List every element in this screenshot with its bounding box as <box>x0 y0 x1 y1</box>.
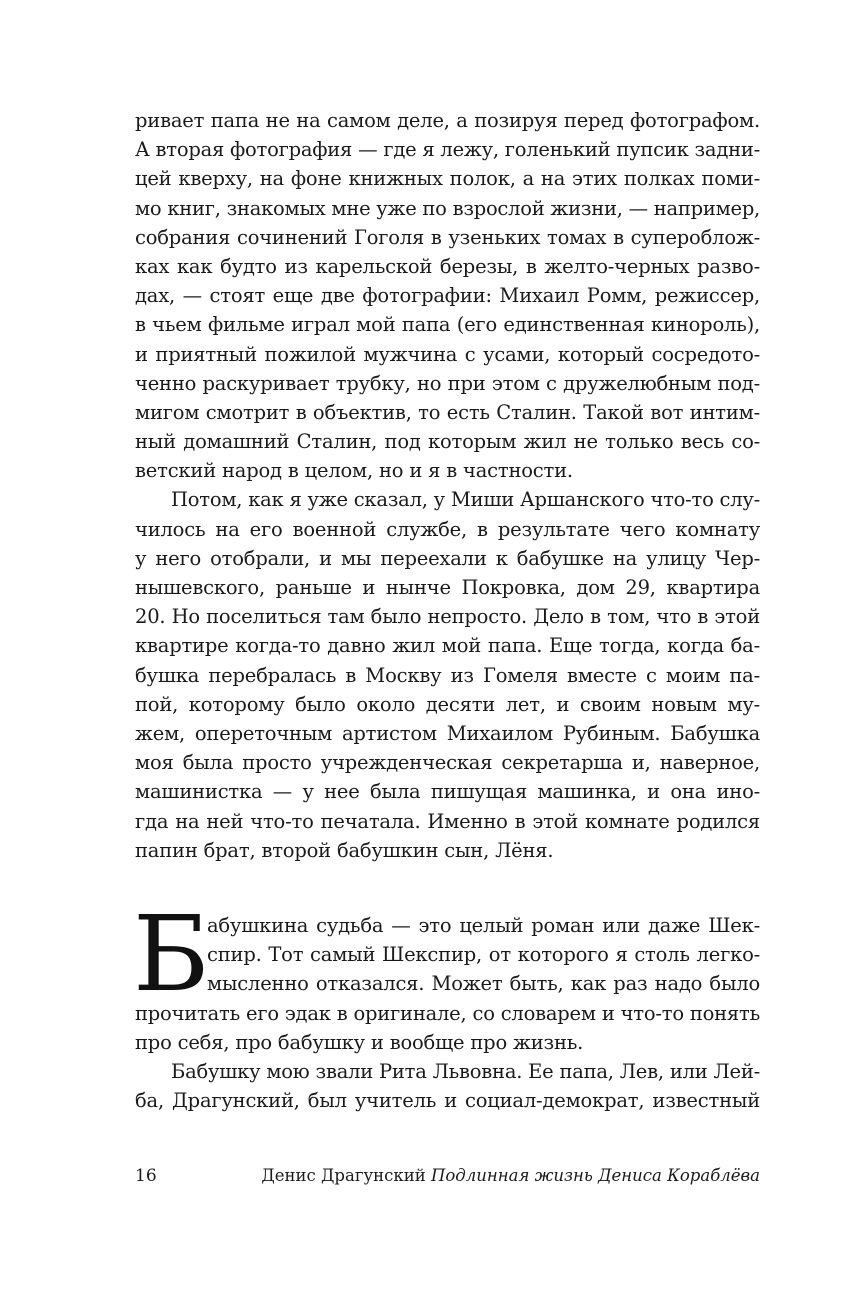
text-line: пой, которому было около десяти лет, и своим новым му- <box>135 692 760 716</box>
running-footer <box>261 1163 760 1189</box>
footer-book-title: Подлинная жизнь Дениса Кораблёва <box>430 1166 760 1185</box>
text-line: у него отобрали, и мы переехали к бабушке на улицу Чер- <box>135 546 760 570</box>
text-line: нышевского, раньше и нынче Покровка, дом 29, квартира <box>135 576 760 599</box>
text-line: папин брат, второй бабушкин сын, Лёня. <box>135 838 554 862</box>
text-line: в чьем фильме играл мой папа (его единственная кинороль), <box>135 313 760 337</box>
footer-author: Денис Драгунский <box>261 1166 426 1185</box>
text-line: цей кверху, на фоне книжных полок, а на этих полках поми- <box>135 167 760 191</box>
text-block-2 <box>135 911 760 1115</box>
text-line: ба, Драгунский, был учитель и социал-демократ, известный <box>135 1089 760 1113</box>
text-line: квартире когда-то давно жил мой папа. Еще тогда, когда ба- <box>135 634 760 658</box>
text-line: дах, — стоят еще две фотографии: Михаил Ромм, режиссер, <box>135 284 760 308</box>
drop-cap: Б <box>133 893 210 1015</box>
text-line: мо книг, знакомых мне уже по взрослой жизни, — например, <box>135 196 760 220</box>
page-number: 16 <box>135 1166 157 1186</box>
text-line: 20. Но поселиться там было непросто. Дело в том, что в этой <box>135 605 760 629</box>
text-line: мысленно отказался. Может быть, как раз надо было <box>207 972 760 996</box>
text-line: ривает папа не на самом деле, а позируя перед фотографом. <box>135 109 760 132</box>
text-line: бушка перебралась в Москву из Гомеля вместе с моим па- <box>135 663 760 687</box>
text-line: и приятный пожилой мужчина с усами, который сосредото- <box>135 342 760 366</box>
text-line: собрания сочинений Гоголя в узеньких томах в супероблож- <box>135 225 760 249</box>
text-line: машинистка — у нее была пишущая машинка, и она ино- <box>135 780 760 804</box>
text-line: Потом, как я уже сказал, у Миши Аршанского что-то слу- <box>171 488 760 512</box>
text-line: про себя, про бабушку и вообще про жизнь. <box>135 1030 584 1054</box>
text-line: жем, опереточным артистом Михаилом Рубиным. Бабушка <box>135 721 760 745</box>
text-line: Бабушку мою звали Рита Львовна. Ее папа, Лев, или Лей- <box>171 1059 760 1083</box>
page-footer <box>135 1163 760 1189</box>
text-line: абушкина судьба — это целый роман или даже Шек- <box>207 914 760 937</box>
text-block-1 <box>135 106 760 865</box>
text-line: гда на ней что-то печатала. Именно в этой комнате родился <box>135 809 760 833</box>
text-line: А вторая фотография — где я лежу, голенький пупсик задни- <box>135 138 760 162</box>
text-line: ках как будто из карельской березы, в желто-черных разво- <box>135 254 760 278</box>
text-line: мигом смотрит в объектив, то есть Сталин. Такой вот интим- <box>135 400 760 424</box>
text-line: ный домашний Сталин, под которым жил не только весь со- <box>135 430 760 454</box>
text-line: спир. Тот самый Шекспир, от которого я столь легко- <box>207 943 760 967</box>
text-line: чилось на его военной службе, в результате чего комнату <box>135 517 760 541</box>
text-line: ченно раскуривает трубку, но при этом с дружелюбным под- <box>135 371 760 395</box>
text-line: ветский народ в целом, но и я в частности. <box>135 459 573 483</box>
text-line: прочитать его эдак в оригинале, со словарем и что-то понять <box>135 1001 760 1025</box>
text-line: моя была просто учрежденческая секретарша и, наверное, <box>135 751 760 775</box>
